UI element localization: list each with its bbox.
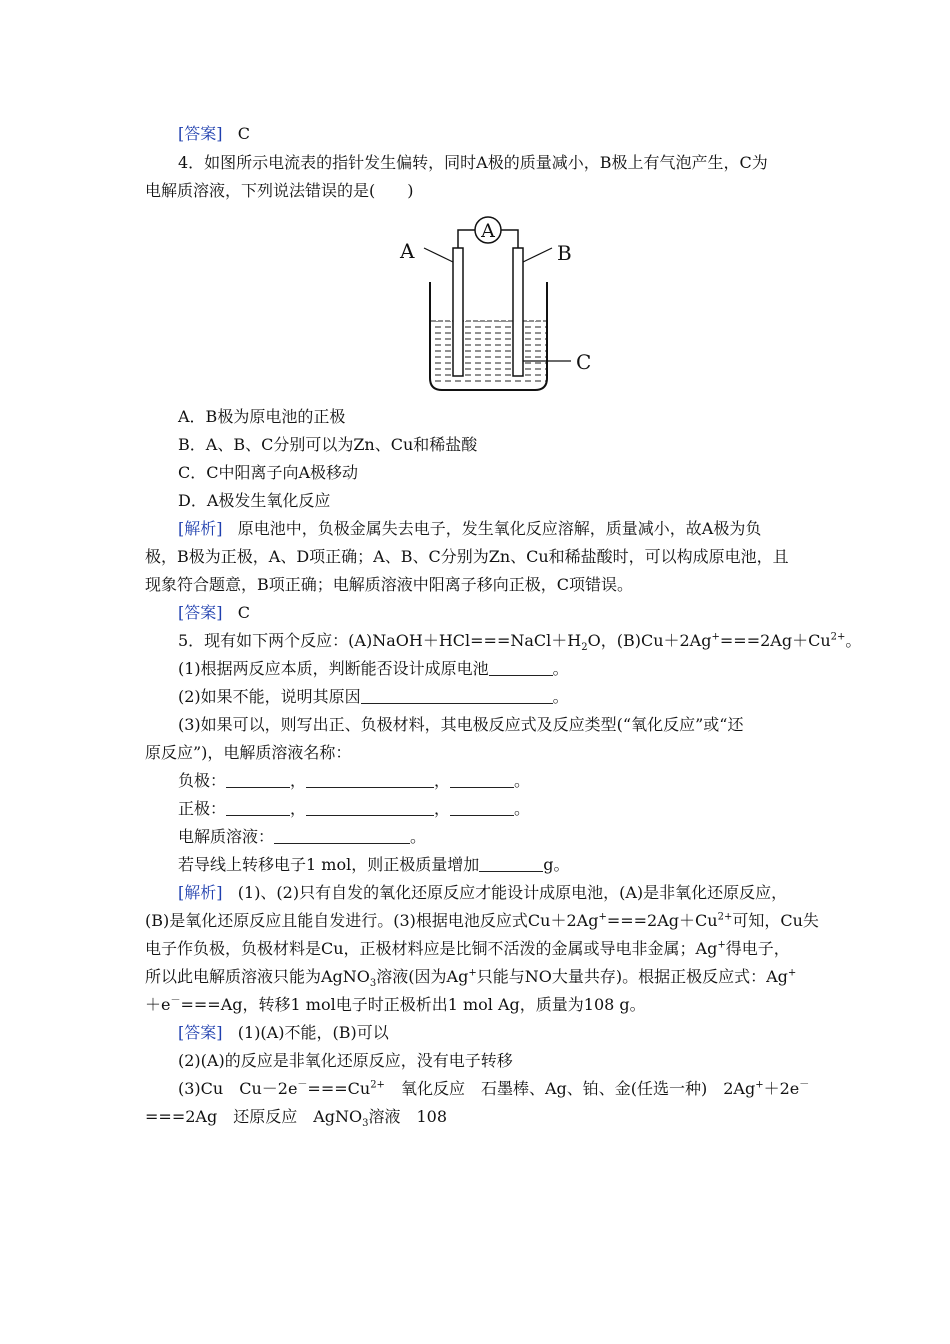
q4-analysis-line3: 现象符合题意，B项正确；电解质溶液中阳离子移向正极，C项错误。 bbox=[145, 575, 634, 594]
answer-tag: [答案] bbox=[178, 1023, 223, 1042]
label-c: C bbox=[576, 350, 592, 374]
electrolyte-liquid bbox=[431, 321, 546, 385]
analysis-tag: [解析] bbox=[178, 519, 223, 538]
q5-electrolyte: 电解质溶液： 。 bbox=[178, 827, 427, 846]
answer-blank[interactable] bbox=[306, 772, 434, 788]
q5-answer-line4: ===2Ag 还原反应 AgNO$_3$溶液 108 bbox=[145, 1107, 448, 1130]
electrode-b bbox=[513, 248, 523, 376]
q4-analysis-line2: 极，B极为正极，A、D项正确；A、B、C分别为Zn、Cu和稀盐酸时，可以构成原电池，且 bbox=[145, 547, 789, 566]
q5-analysis-line2: (B)是氧化还原反应且能自发进行。(3)根据电池反应式$Cu+2Ag^+===2Ag+Cu^{2+}$可知，Cu失 bbox=[145, 911, 819, 930]
answer-value: C bbox=[237, 603, 251, 622]
answer-line-prev bbox=[178, 124, 250, 144]
q5-analysis-line1: [解析] (1)、(2)只有自发的氧化还原反应才能设计成原电池，(A)是非氧化还原反应， bbox=[178, 883, 788, 902]
q5-mass-increase: 若导线上转移电子1 mol，则正极质量增加 g。 bbox=[178, 855, 570, 874]
q5-analysis-line4: 所以此电解质溶液只能为AgNO$_3$溶液(因为Ag+只能与NO大量共存)。根据正极反应式：Ag+ bbox=[145, 967, 797, 990]
answer-blank[interactable] bbox=[361, 688, 553, 704]
q5-answer-line2: (2)(A)的反应是非氧化还原反应，没有电子转移 bbox=[178, 1051, 513, 1070]
q4-option-a: A．B极为原电池的正极 bbox=[178, 407, 346, 426]
q5-positive-electrode: 正极： ， ， 。 bbox=[178, 799, 531, 818]
q5-answer-line3: (3)Cu $Cu-2e^-===Cu^{2+}$ 氧化反应 石墨棒、Ag、铂、金(任选一种) 2Ag+＋2e－ bbox=[178, 1079, 810, 1098]
galvanic-cell-figure bbox=[395, 210, 610, 400]
q5-part3-line2: 原反应”)，电解质溶液名称： bbox=[145, 743, 352, 762]
q4-option-d: D．A极发生氧化反应 bbox=[178, 491, 331, 510]
ammeter-label: A bbox=[481, 220, 495, 242]
q5-part3-line1: (3)如果可以，则写出正、负极材料，其电极反应式及反应类型(“氧化反应”或“还 bbox=[178, 715, 744, 734]
q5-part1: (1)根据两反应本质，判断能否设计成原电池 。 bbox=[178, 659, 569, 678]
label-a: A bbox=[400, 239, 415, 263]
q5-answer-line1: [答案] (1)(A)不能，(B)可以 bbox=[178, 1023, 389, 1042]
q5-stem: 5．现有如下两个反应：$(A)NaOH+HCl===NaCl+H_2O$，$(B)Cu+2Ag^+===2Ag+Cu^{2+}$。 bbox=[178, 631, 862, 654]
answer-tag: [答案] bbox=[178, 124, 223, 143]
electrode-a bbox=[453, 248, 463, 376]
answer-blank[interactable] bbox=[450, 800, 514, 816]
q4-option-c: C．C中阳离子向A极移动 bbox=[178, 463, 359, 482]
analysis-tag: [解析] bbox=[178, 883, 223, 902]
answer-value: C bbox=[237, 124, 251, 143]
q4-stem-line1: 4．如图所示电流表的指针发生偏转，同时A极的质量减小，B极上有气泡产生，C为 bbox=[178, 153, 768, 172]
answer-blank[interactable] bbox=[274, 828, 410, 844]
q5-negative-electrode: 负极： ， ， 。 bbox=[178, 771, 531, 790]
answer-blank[interactable] bbox=[479, 856, 543, 872]
answer-blank[interactable] bbox=[450, 772, 514, 788]
label-b: B bbox=[557, 241, 572, 265]
answer-blank[interactable] bbox=[306, 800, 434, 816]
answer-tag: [答案] bbox=[178, 603, 223, 622]
answer-blank[interactable] bbox=[226, 772, 290, 788]
q5-analysis-line5: ＋e－===Ag，转移1 mol电子时正极析出1 mol Ag，质量为108 g。 bbox=[145, 995, 646, 1014]
q5-analysis-line3: 电子作负极，负极材料是Cu，正极材料应是比铜不活泼的金属或导电非金属；Ag+得电子， bbox=[145, 939, 790, 958]
q4-answer-line bbox=[178, 603, 250, 623]
q4-option-b: B．A、B、C分别可以为Zn、Cu和稀盐酸 bbox=[178, 435, 478, 454]
q5-part2: (2)如果不能，说明其原因 。 bbox=[178, 687, 569, 706]
answer-blank[interactable] bbox=[226, 800, 290, 816]
q4-stem-line2: 电解质溶液，下列说法错误的是( ) bbox=[145, 181, 414, 200]
q4-analysis-line1: [解析] 原电池中，负极金属失去电子，发生氧化反应溶解，质量减小，故A极为负 bbox=[178, 519, 762, 538]
answer-blank[interactable] bbox=[489, 660, 553, 676]
